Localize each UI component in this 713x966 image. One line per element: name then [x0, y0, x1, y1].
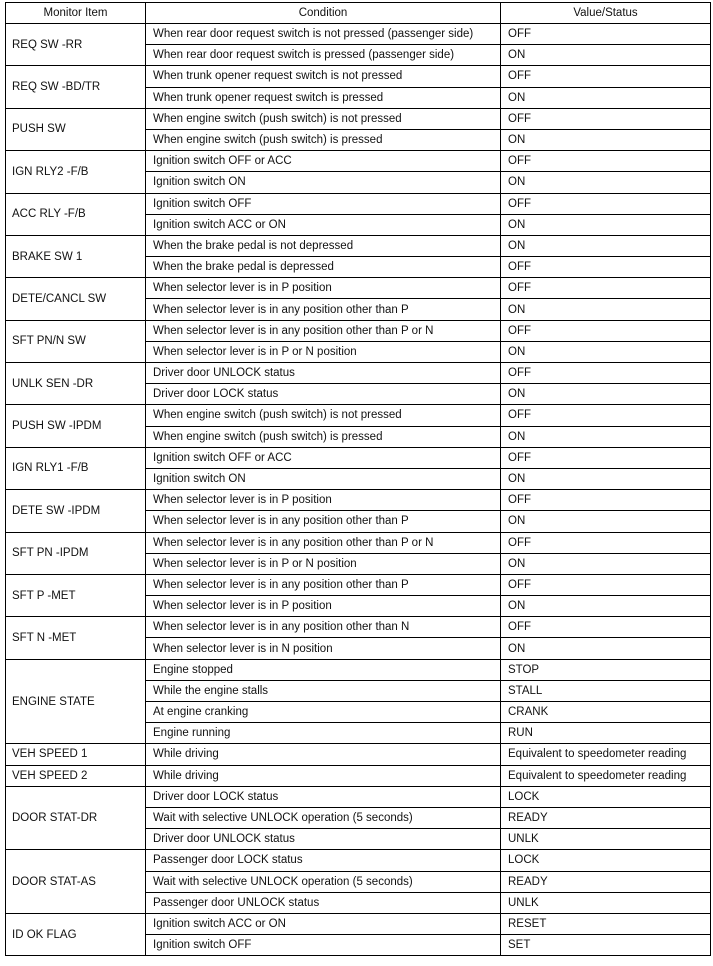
value-status-cell: OFF [501, 320, 711, 341]
table-row [6, 490, 711, 511]
value-status-cell: OFF [501, 278, 711, 299]
value-status-cell: SET [501, 935, 711, 956]
value-status-cell: Equivalent to speedometer reading [501, 765, 711, 786]
table-body [6, 24, 711, 956]
table-row [6, 659, 711, 680]
table-row [6, 447, 711, 468]
monitor-item-cell: VEH SPEED 1 [6, 744, 146, 765]
value-status-cell: ON [501, 468, 711, 489]
monitor-item-cell: ID OK FLAG [6, 913, 146, 955]
monitor-item-cell: PUSH SW -IPDM [6, 405, 146, 447]
condition-cell: When selector lever is in any position other than P [146, 574, 501, 595]
value-status-cell: LOCK [501, 850, 711, 871]
condition-cell: When selector lever is in P position [146, 278, 501, 299]
value-status-cell: ON [501, 87, 711, 108]
value-status-cell: OFF [501, 257, 711, 278]
table-row [6, 235, 711, 256]
value-status-cell: ON [501, 384, 711, 405]
condition-cell: Ignition switch OFF or ACC [146, 447, 501, 468]
value-status-cell: ON [501, 341, 711, 362]
table-row [6, 193, 711, 214]
table-header [6, 3, 711, 24]
table-row [6, 850, 711, 871]
value-status-cell: OFF [501, 574, 711, 595]
condition-cell: Ignition switch ACC or ON [146, 913, 501, 934]
monitor-item-cell: IGN RLY2 -F/B [6, 151, 146, 193]
monitor-item-cell: DOOR STAT-AS [6, 850, 146, 914]
condition-cell: When selector lever is in P position [146, 490, 501, 511]
monitor-item-cell: DOOR STAT-DR [6, 786, 146, 850]
monitor-item-cell: DETE/CANCL SW [6, 278, 146, 320]
condition-cell: When trunk opener request switch is not pressed [146, 66, 501, 87]
table-row [6, 320, 711, 341]
value-status-cell: Equivalent to speedometer reading [501, 744, 711, 765]
condition-cell: When rear door request switch is not pressed (passenger side) [146, 24, 501, 45]
condition-cell: Driver door LOCK status [146, 786, 501, 807]
value-status-cell: OFF [501, 490, 711, 511]
condition-cell: When selector lever is in any position other than P [146, 299, 501, 320]
value-status-cell: ON [501, 299, 711, 320]
value-status-cell: LOCK [501, 786, 711, 807]
table-row [6, 744, 711, 765]
value-status-cell: ON [501, 553, 711, 574]
table-row [6, 108, 711, 129]
value-status-cell: RESET [501, 913, 711, 934]
value-status-cell: OFF [501, 363, 711, 384]
condition-cell: When selector lever is in P position [146, 596, 501, 617]
monitor-item-cell: PUSH SW [6, 108, 146, 150]
value-status-cell: READY [501, 871, 711, 892]
monitor-item-cell: DETE SW -IPDM [6, 490, 146, 532]
table-row [6, 151, 711, 172]
value-status-cell: OFF [501, 66, 711, 87]
monitor-item-cell: SFT N -MET [6, 617, 146, 659]
monitor-item-cell: ACC RLY -F/B [6, 193, 146, 235]
condition-cell: When selector lever is in any position other than P [146, 511, 501, 532]
condition-cell: When selector lever is in any position other than N [146, 617, 501, 638]
value-status-cell: RUN [501, 723, 711, 744]
condition-cell: Wait with selective UNLOCK operation (5 seconds) [146, 871, 501, 892]
condition-cell: Engine running [146, 723, 501, 744]
condition-cell: At engine cranking [146, 702, 501, 723]
table-row [6, 786, 711, 807]
monitor-item-cell: UNLK SEN -DR [6, 363, 146, 405]
condition-cell: Wait with selective UNLOCK operation (5 seconds) [146, 807, 501, 828]
value-status-cell: ON [501, 45, 711, 66]
monitor-item-cell: SFT PN/N SW [6, 320, 146, 362]
table-row [6, 66, 711, 87]
condition-cell: When selector lever is in any position other than P or N [146, 320, 501, 341]
monitor-table [5, 2, 711, 956]
value-status-cell: STOP [501, 659, 711, 680]
value-status-cell: ON [501, 129, 711, 150]
condition-cell: Ignition switch OFF or ACC [146, 151, 501, 172]
value-status-cell: UNLK [501, 892, 711, 913]
condition-cell: While driving [146, 744, 501, 765]
condition-cell: When the brake pedal is not depressed [146, 235, 501, 256]
monitor-item-cell: BRAKE SW 1 [6, 235, 146, 277]
monitor-item-cell: VEH SPEED 2 [6, 765, 146, 786]
value-status-cell: OFF [501, 193, 711, 214]
monitor-item-cell: IGN RLY1 -F/B [6, 447, 146, 489]
condition-cell: When engine switch (push switch) is not pressed [146, 405, 501, 426]
header-row [6, 3, 711, 24]
table-row [6, 913, 711, 934]
table-row [6, 24, 711, 45]
value-status-cell: STALL [501, 680, 711, 701]
value-status-cell: OFF [501, 617, 711, 638]
condition-cell: Ignition switch OFF [146, 193, 501, 214]
condition-cell: When engine switch (push switch) is pressed [146, 426, 501, 447]
condition-cell: While the engine stalls [146, 680, 501, 701]
value-status-cell: ON [501, 638, 711, 659]
value-status-cell: ON [501, 596, 711, 617]
value-status-cell: OFF [501, 151, 711, 172]
monitor-item-cell: SFT P -MET [6, 574, 146, 616]
table-row [6, 405, 711, 426]
table-row [6, 617, 711, 638]
value-status-cell: READY [501, 807, 711, 828]
value-status-cell: OFF [501, 532, 711, 553]
table-row [6, 765, 711, 786]
condition-cell: When engine switch (push switch) is not pressed [146, 108, 501, 129]
condition-cell: When selector lever is in P or N position [146, 553, 501, 574]
value-status-cell: OFF [501, 447, 711, 468]
monitor-item-cell: REQ SW -RR [6, 24, 146, 66]
condition-cell: When selector lever is in P or N position [146, 341, 501, 362]
condition-cell: While driving [146, 765, 501, 786]
condition-cell: Ignition switch ACC or ON [146, 214, 501, 235]
monitor-item-cell: SFT PN -IPDM [6, 532, 146, 574]
condition-cell: When selector lever is in any position other than P or N [146, 532, 501, 553]
condition-cell: Driver door UNLOCK status [146, 829, 501, 850]
value-status-cell: ON [501, 426, 711, 447]
value-status-cell: ON [501, 172, 711, 193]
condition-cell: Driver door LOCK status [146, 384, 501, 405]
header-condition: Condition [146, 3, 501, 24]
value-status-cell: UNLK [501, 829, 711, 850]
condition-cell: When the brake pedal is depressed [146, 257, 501, 278]
condition-cell: Ignition switch ON [146, 172, 501, 193]
table-row [6, 363, 711, 384]
table-row [6, 532, 711, 553]
condition-cell: When selector lever is in N position [146, 638, 501, 659]
monitor-item-cell: ENGINE STATE [6, 659, 146, 744]
value-status-cell: ON [501, 511, 711, 532]
condition-cell: Ignition switch ON [146, 468, 501, 489]
monitor-item-cell: REQ SW -BD/TR [6, 66, 146, 108]
header-value-status: Value/Status [501, 3, 711, 24]
condition-cell: Passenger door LOCK status [146, 850, 501, 871]
condition-cell: Passenger door UNLOCK status [146, 892, 501, 913]
value-status-cell: CRANK [501, 702, 711, 723]
condition-cell: When engine switch (push switch) is pressed [146, 129, 501, 150]
condition-cell: Engine stopped [146, 659, 501, 680]
condition-cell: Ignition switch OFF [146, 935, 501, 956]
value-status-cell: OFF [501, 108, 711, 129]
value-status-cell: ON [501, 235, 711, 256]
condition-cell: When rear door request switch is pressed (passenger side) [146, 45, 501, 66]
condition-cell: Driver door UNLOCK status [146, 363, 501, 384]
value-status-cell: ON [501, 214, 711, 235]
header-monitor-item: Monitor Item [6, 3, 146, 24]
condition-cell: When trunk opener request switch is pressed [146, 87, 501, 108]
table-row [6, 278, 711, 299]
table-row [6, 574, 711, 595]
value-status-cell: OFF [501, 405, 711, 426]
value-status-cell: OFF [501, 24, 711, 45]
